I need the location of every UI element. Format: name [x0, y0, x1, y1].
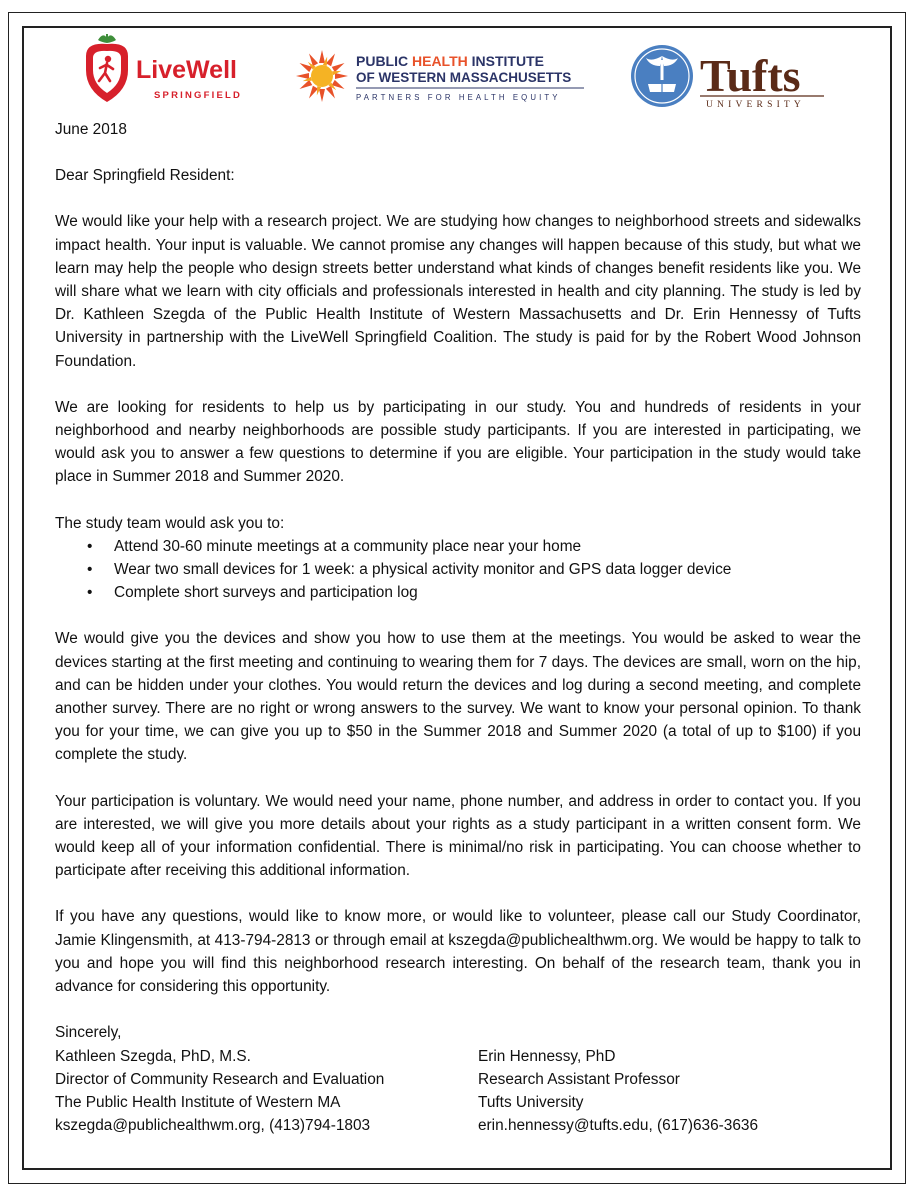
- signer-name: Kathleen Szegda, PhD, M.S.: [55, 1047, 251, 1065]
- tufts-sub: UNIVERSITY: [706, 100, 805, 110]
- signer-right: [478, 1045, 758, 1138]
- letter-date: June 2018: [55, 121, 127, 138]
- bullet-icon: •: [87, 584, 93, 602]
- livewell-sub: SPRINGFIELD: [154, 90, 243, 101]
- tufts-name: Tufts: [700, 50, 801, 101]
- paragraph-contact: If you have any questions, would like to know more, or would like to volunteer, please call our Study Coordinator, Jamie Klingensmith, at 413-794-2813 or through email at kszegda@publichealthwm.org. We would be happy to talk to you and hope you will find this neighborhood research interesting. On behalf of the research team, thank you in advance for considering this opportunity.: [55, 908, 861, 996]
- list-item: • Complete short surveys and participation log: [87, 581, 861, 604]
- signer-left: [55, 1045, 384, 1138]
- list-item: • Attend 30-60 minute meetings at a community place near your home: [87, 535, 861, 558]
- paragraph-recruitment: We are looking for residents to help us by participating in our study. You and hundreds of residents in your neighborhood and nearby neighborhoods are possible study participants. If you are interested in participating, we would ask you to answer a few questions to determine if you are eligible. Your participation in the study would take place in Summer 2018 and Summer 2020.: [55, 398, 861, 486]
- livewell-name: LiveWell: [136, 56, 237, 84]
- signer-contact: erin.hennessy@tufts.edu, (617)636-3636: [478, 1117, 759, 1135]
- signer-name: Erin Hennessy, PhD: [478, 1047, 616, 1065]
- logo-bar: [24, 28, 890, 114]
- paragraph-voluntary: Your participation is voluntary. We would need your name, phone number, and address in order to contact you. If you are interested, we will give you more details about your rights as a study participant in a written consent form. We would keep all of your information confidential. There is minimal/no risk in participating. You can choose whether to participate after receiving this additional information.: [55, 792, 861, 880]
- livewell-springfield-logo: [80, 28, 256, 114]
- phi-tagline: PARTNERS FOR HEALTH EQUITY: [356, 93, 561, 102]
- letter-closing: Sincerely,: [55, 1024, 122, 1042]
- signer-title: Research Assistant Professor: [478, 1070, 680, 1088]
- signer-org: Tufts University: [478, 1093, 584, 1111]
- signer-contact: kszegda@publichealthwm.org, (413)794-1803: [55, 1117, 371, 1135]
- tufts-university-logo: [626, 28, 830, 114]
- signer-org: The Public Health Institute of Western MA: [55, 1093, 341, 1111]
- letter-salutation: Dear Springfield Resident:: [55, 167, 235, 185]
- signer-title: Director of Community Research and Evaluation: [55, 1070, 385, 1088]
- paragraph-devices: We would give you the devices and show you how to use them at the meetings. You would be asked to wear the devices starting at the first meeting and continuing to wearing them for 7 days. The devices are small, worn on the hip, and can be hidden under your clothes. You would return the devices and log during a second meeting, and complete another survey. There are no right or wrong answers to the survey. We want to know your personal opinion. To thank you for your time, we can give you up to $50 in the Summer 2018 and Summer 2020 (a total of up to $100) if you complete the study.: [55, 630, 861, 764]
- phi-line1: PUBLIC HEALTH INSTITUTE: [356, 53, 544, 69]
- task-list: [55, 535, 861, 605]
- bullet-icon: •: [87, 561, 93, 579]
- paragraph-intro: We would like your help with a research project. We are studying how changes to neighborhood streets and sidewalks impact health. Your input is valuable. We cannot promise any changes will happen because of this study, but what we learn may help the people who design streets better understand what kinds of changes benefit residents like you. We will share what we learn with city officials and professionals interested in health and city planning. The study is led by Dr. Kathleen Szegda of the Public Health Institute of Western Massachusetts and Dr. Erin Hennessy of Tufts University in partnership with the LiveWell Springfield Coalition. The study is paid for by the Robert Wood Johnson Foundation.: [55, 213, 861, 370]
- letter-body: [55, 118, 861, 1165]
- list-intro: The study team would ask you to:: [55, 514, 285, 532]
- public-health-institute-logo: [292, 28, 592, 114]
- phi-line2: OF WESTERN MASSACHUSETTS: [356, 70, 572, 85]
- bullet-icon: •: [87, 537, 93, 555]
- signature-block: [55, 1045, 861, 1165]
- list-item: • Wear two small devices for 1 week: a physical activity monitor and GPS data logger device: [87, 558, 861, 581]
